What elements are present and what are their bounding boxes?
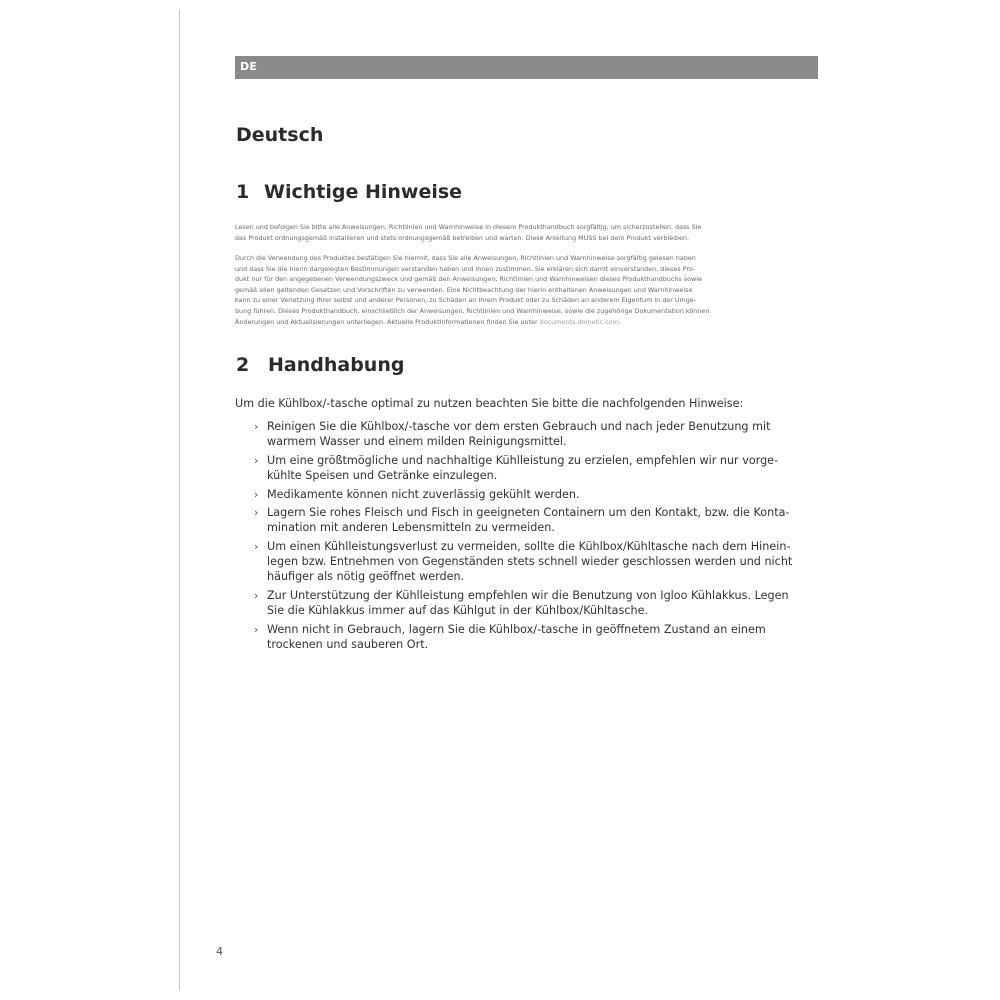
list-item-line: häufiger als nötig geöffnet werden. [267,570,465,584]
paragraph-line: kann zu einer Verletzung Ihrer selbst und anderer Personen, zu Schäden an Ihrem Produkt oder zu Schäden an anderem Eigentum in der Umge- [235,296,697,305]
section-number: 1 [236,181,250,203]
language-code-label: DE [240,60,258,73]
chevron-right-icon: › [254,540,259,554]
list-item-line: mination mit anderen Lebensmitteln zu vermeiden. [267,521,555,535]
chevron-right-icon: › [254,453,259,467]
link-suffix: . [618,317,621,326]
list-item-line: Lagern Sie rohes Fleisch und Fisch in geeigneten Containern um den Kontakt, bzw. die Konta- [267,506,790,520]
language-header-bar [235,56,818,79]
page-title: Deutsch [236,124,324,146]
paragraph-line: gemäß allen geltenden Gesetzen und Vorschriften zu verwenden. Eine Nichtbeachtung der hierin enthaltenen Anweisungen und Warnhinweise [235,285,693,294]
section-number: 2 [236,354,250,376]
list-item-line: Um einen Kühlleistungsverlust zu vermeiden, sollte die Kühlbox/Kühltasche nach dem Hinein- [267,540,791,554]
section-heading-1 [236,181,462,203]
list-item-line: legen bzw. Entnehmen von Gegenständen stets schnell wieder geschlossen werden und nicht [267,555,793,569]
page-number: 4 [216,945,223,958]
section-title: Wichtige Hinweise [264,181,463,203]
section-heading-2 [236,354,404,376]
page-edge-rule [179,10,180,990]
list-item-line: Zur Unterstützung der Kühlleistung empfehlen wir die Benutzung von Igloo Kühlakkus. Legen [267,588,789,602]
list-item [254,487,820,502]
list-item [254,505,820,535]
list-item-line: trockenen und sauberen Ort. [267,637,429,651]
paragraph-line: und dass Sie die hierin dargelegten Bestimmungen verstanden haben und ihnen zustimmen. Sie erklären sich damit einverstanden, dieses Pro- [235,264,696,273]
list-item-line: Wenn nicht in Gebrauch, lagern Sie die Kühlbox/-tasche in geöffnetem Zustand an einem [267,622,766,636]
section-title: Handhabung [268,354,405,376]
chevron-right-icon: › [254,588,259,602]
paragraph-line: das Produkt ordnungsgemäß installieren und stets ordnungsgemäß betreiben und warten. Diese Anleitung MUSS bei dem Produkt verbleiben. [235,233,689,242]
chevron-right-icon: › [254,506,259,520]
handling-intro: Um die Kühlbox/-tasche optimal zu nutzen beachten Sie bitte die nachfolgenden Hinweise: [235,397,744,410]
handling-bullet-list [254,419,820,656]
safety-paragraph-1 [235,222,817,243]
paragraph-line: dukt nur für den angegebenen Verwendungszweck und gemäß den Anweisungen, Richtlinien und Warnhinweisen dieses Produkthandbuchs sowie [235,275,702,284]
paragraph-line: Lesen und befolgen Sie bitte alle Anweisungen, Richtlinien und Warnhinweise in diesem Produkthandbuch sorgfältig, um sicherzustellen, dass Sie [235,223,702,231]
list-item [254,453,820,483]
list-item-line: warmem Wasser und einem milden Reinigungsmittel. [267,435,567,448]
chevron-right-icon: › [254,420,259,433]
chevron-right-icon: › [254,487,259,501]
list-item-line: Medikamente können nicht zuverlässig gekühlt werden. [267,487,580,501]
list-item-line: kühlte Speisen und Getränke einzulegen. [267,468,498,482]
list-item-line: Sie die Kühlakkus immer auf das Kühlgut in der Kühlbox/Kühltasche. [267,603,649,617]
paragraph-line: Änderungen und Aktualisierungen unterliegen. Aktuelle Produktinformationen finden Sie unter [235,317,538,326]
list-item-line: Um eine größtmögliche und nachhaltige Kühlleistung zu erzielen, empfehlen wir nur vorge- [267,453,779,467]
list-item [254,539,820,584]
list-item [254,419,820,449]
list-item-line: Reinigen Sie die Kühlbox/-tasche vor dem ersten Gebrauch und nach jeder Benutzung mit [267,420,771,433]
paragraph-line: bung führen. Dieses Produkthandbuch, einschließlich der Anweisungen, Richtlinien und Warnhinweise, sowie die zugehörige Dokumentation können [235,306,710,315]
paragraph-line: Durch die Verwendung des Produktes bestätigen Sie hiermit, dass Sie alle Anweisungen, Richtlinien und Warnhinweise sorgfältig gelesen haben [235,254,696,262]
chevron-right-icon: › [254,622,259,636]
documentation-link[interactable]: documents.dometic.com [539,317,619,326]
list-item [254,588,820,618]
list-item [254,622,820,652]
safety-paragraph-2 [235,253,817,327]
